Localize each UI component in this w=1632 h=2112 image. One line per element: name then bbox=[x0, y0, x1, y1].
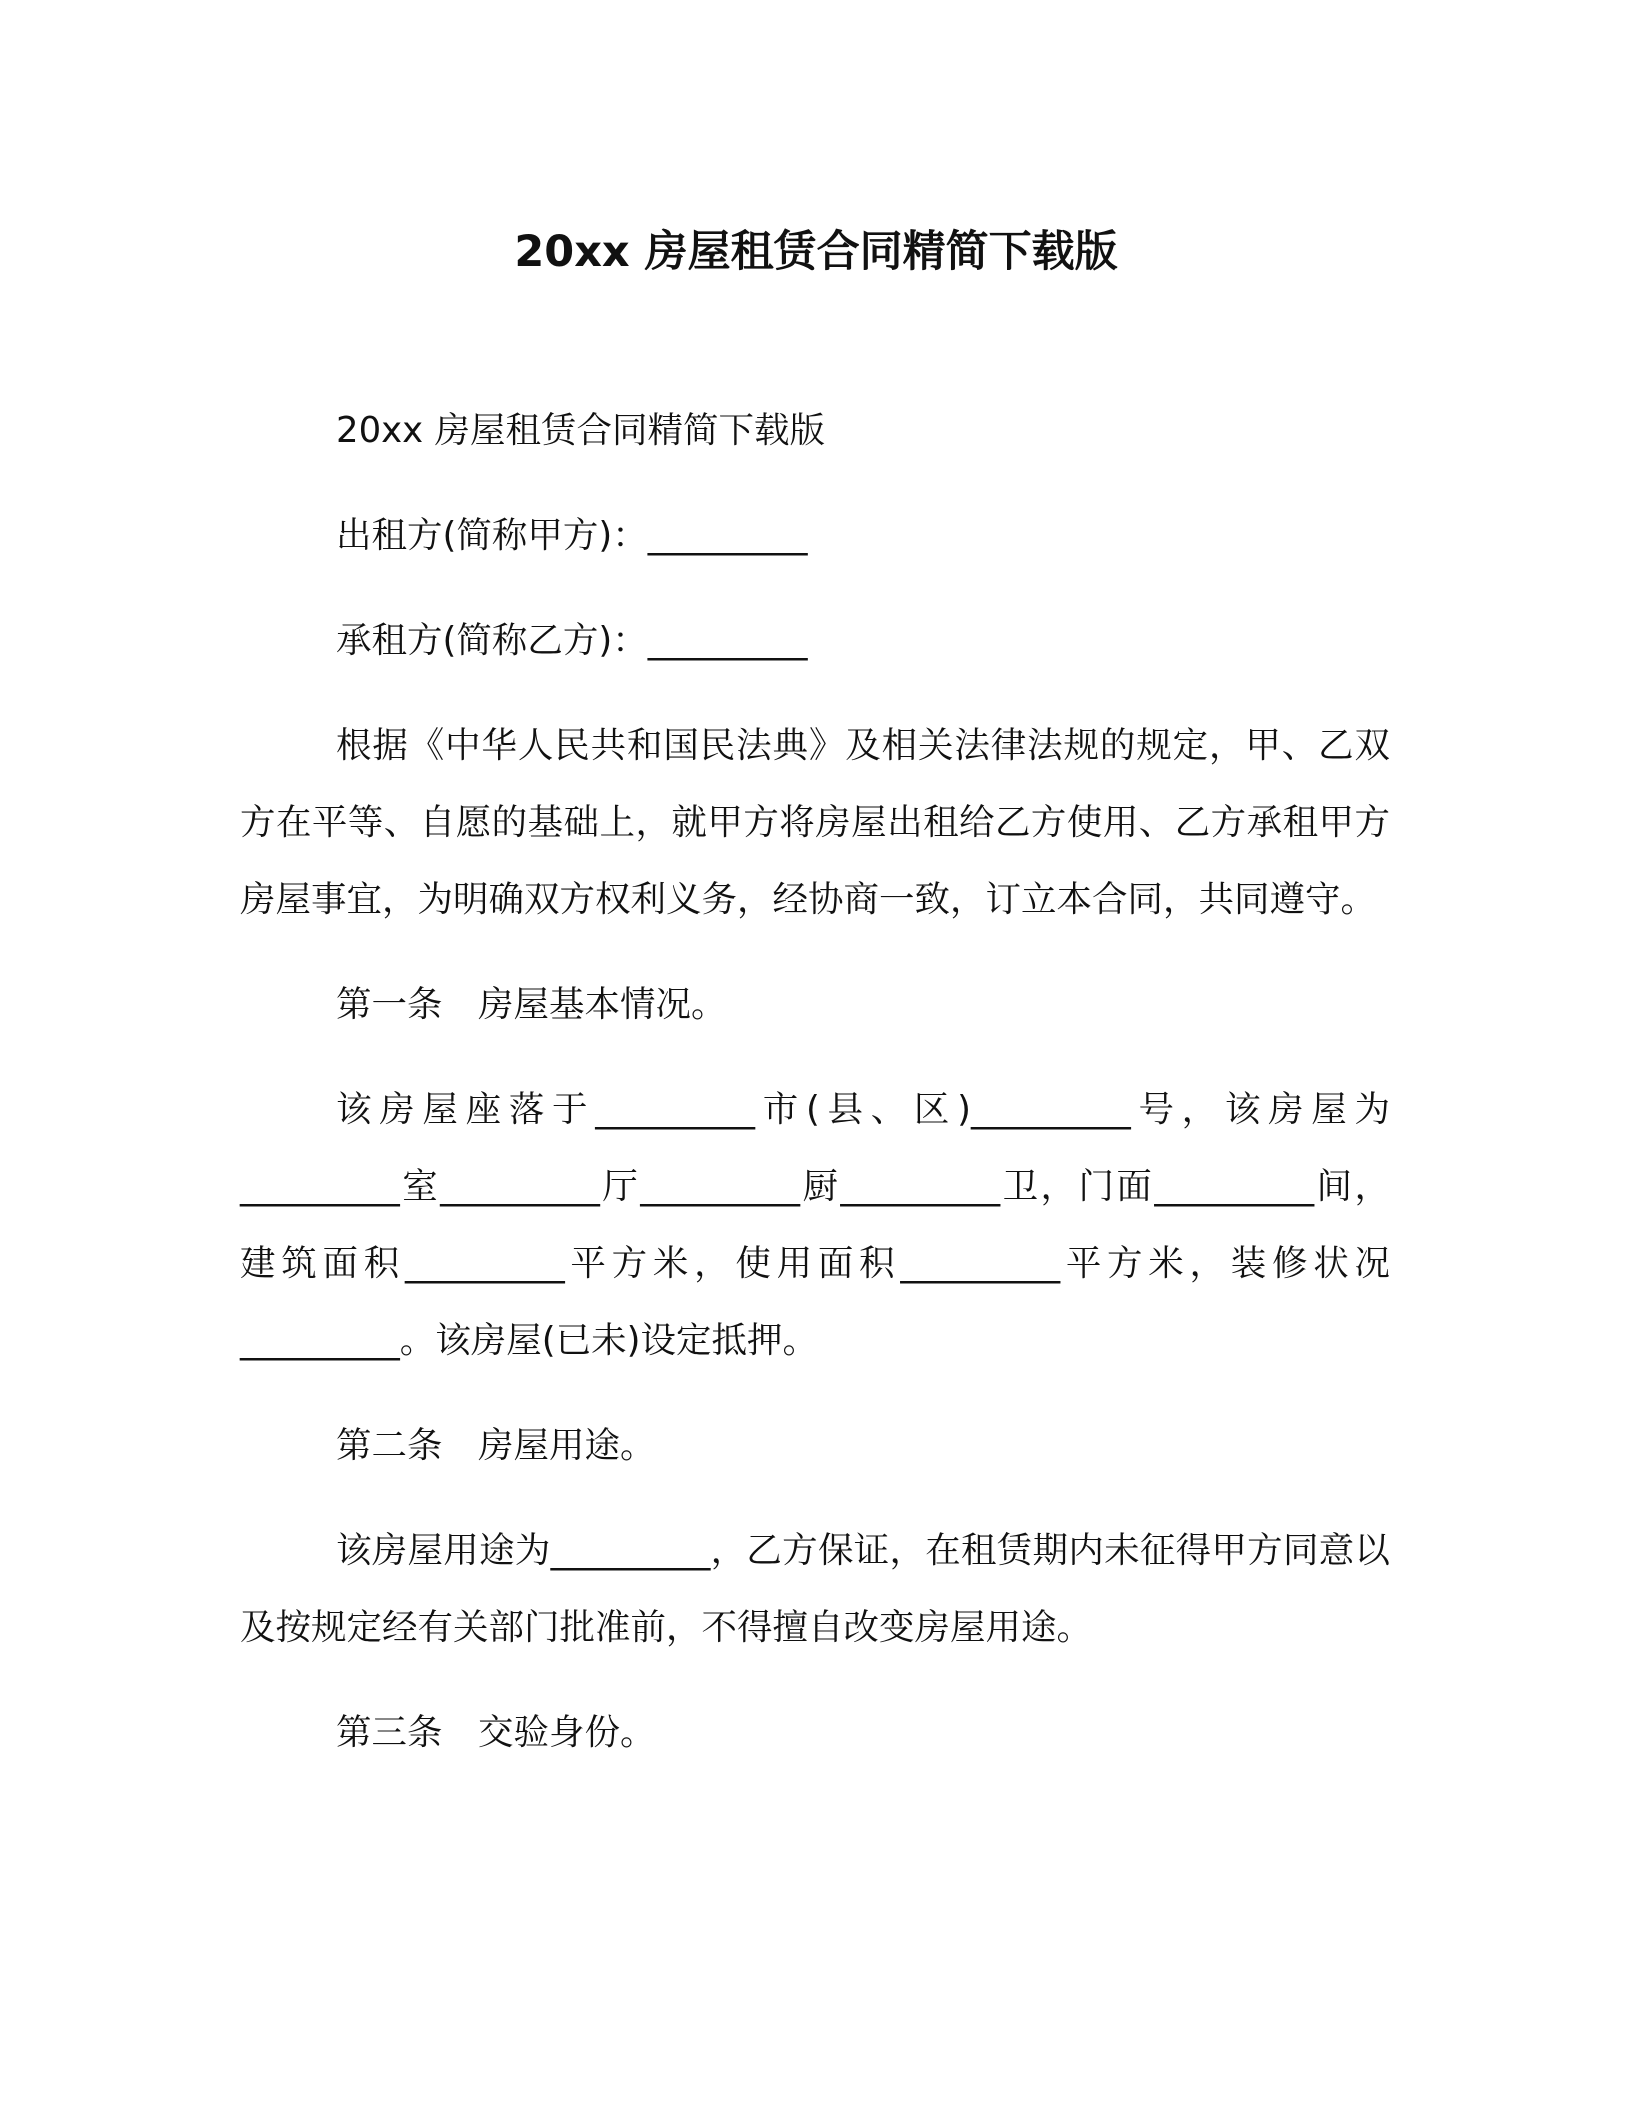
lessee-field: 承租方(简称乙方)：_________ bbox=[336, 620, 808, 661]
article-2-heading: 第二条 房屋用途。 bbox=[336, 1425, 656, 1466]
article-1-heading: 第一条 房屋基本情况。 bbox=[336, 984, 727, 1025]
article-3-heading: 第三条 交验身份。 bbox=[336, 1712, 656, 1753]
lessor-field: 出租方(简称甲方)：_________ bbox=[336, 515, 808, 556]
article-1-body: 该房屋座落于_________市(县、区)_________号，该房屋为_________室_________厅_________厨_________卫，门面_________间，建筑面积_________平方米，使用面积_________平方米，装修状况_________。该房屋(已未)设定抵押。 bbox=[240, 1089, 1390, 1361]
document-title: 20xx 房屋租赁合同精简下载版 bbox=[514, 227, 1118, 277]
article-2-body: 该房屋用途为_________，乙方保证，在租赁期内未征得甲方同意以及按规定经有关部门批准前，不得擅自改变房屋用途。 bbox=[240, 1530, 1390, 1648]
preamble-paragraph: 根据《中华人民共和国民法典》及相关法律法规的规定，甲、乙双方在平等、自愿的基础上，就甲方将房屋出租给乙方使用、乙方承租甲方房屋事宜，为明确双方权利义务，经协商一致，订立本合同，共同遵守。 bbox=[240, 725, 1390, 920]
subtitle-paragraph: 20xx 房屋租赁合同精简下载版 bbox=[336, 410, 825, 451]
document-body bbox=[240, 392, 1390, 1799]
